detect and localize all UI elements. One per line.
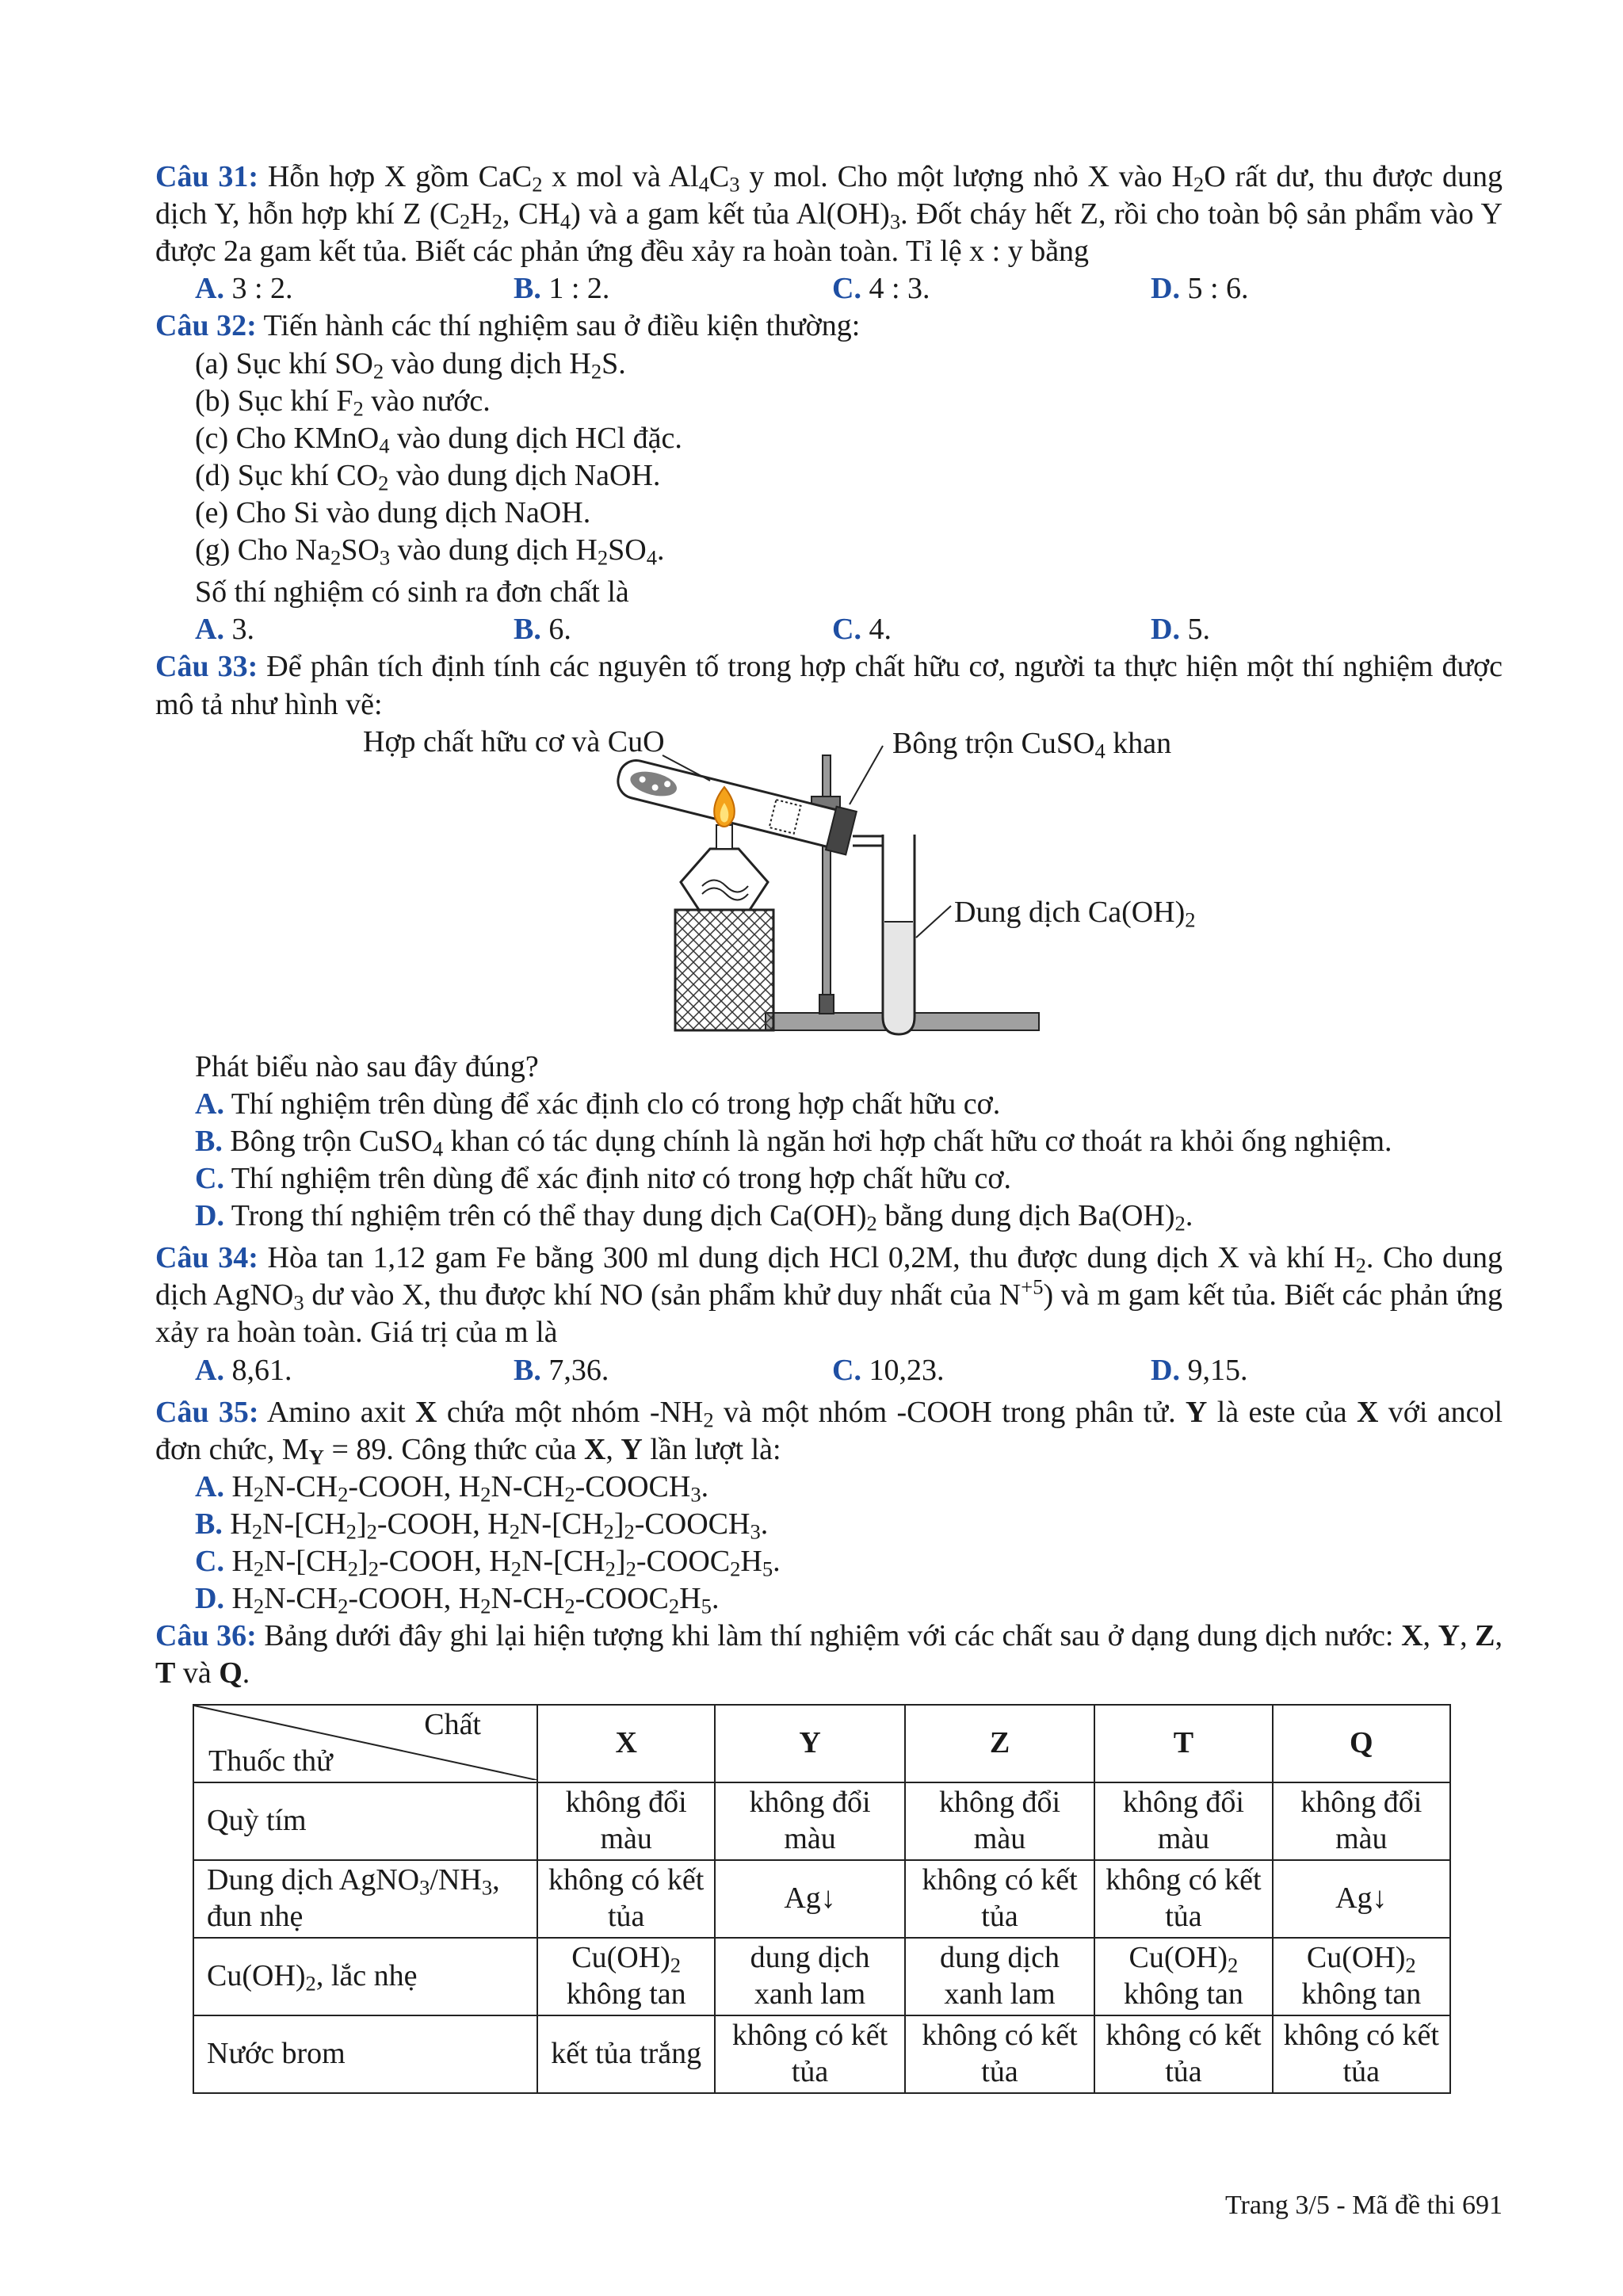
question-32-prompt: Số thí nghiệm có sinh ra đơn chất là [195, 575, 629, 609]
experiment-c: (c) Cho KMnO$_4$ vào dung dịch HCl đặc. [195, 421, 682, 458]
option-d[interactable]: D. 5 : 6. [1151, 272, 1249, 306]
table-cell: không đổi màu [537, 1782, 715, 1860]
option-c[interactable]: C. 4 : 3. [832, 272, 930, 306]
question-31-label: Câu 31: [155, 160, 259, 193]
table-cell: không có kết tủa [1094, 2015, 1272, 2093]
question-34-label: Câu 34: [155, 1241, 258, 1275]
observation-table [193, 1704, 1451, 2094]
option-b[interactable]: B. 6. [514, 613, 571, 647]
label-cotton-cuso4: Bông trộn CuSO$_4$ khan [892, 726, 1172, 763]
experiment-figure [155, 724, 1503, 1049]
question-33-prompt: Phát biểu nào sau đây đúng? [195, 1049, 539, 1083]
table-cell: $Cu(OH)_2$ không tan [1094, 1938, 1272, 2015]
table-cell: không có kết tủa [537, 1860, 715, 1938]
page-footer: Trang 3/5 - Mã đề thi 691 [1224, 2191, 1503, 2220]
table-cell: không có kết tủa [905, 2015, 1094, 2093]
header-diagonal-cell: Chất Thuốc thử [193, 1705, 537, 1782]
table-row [193, 1782, 1450, 1860]
option-b[interactable]: B. $H_2N-[CH_2]_2$-COOH, $H_2N-[CH_2]_2-COOCH_3$. [195, 1507, 769, 1544]
table-cell: không có kết tủa [715, 2015, 904, 2093]
table-cell: $Cu(OH)_2$ không tan [1273, 1938, 1450, 2015]
option-a[interactable]: A. 3. [195, 613, 254, 647]
row-header: Quỳ tím [193, 1782, 537, 1860]
experiment-e: (e) Cho Si vào dung dịch NaOH. [195, 495, 591, 529]
table-cell: Ag↓ [1273, 1860, 1450, 1938]
table-cell: dung dịch xanh lam [905, 1938, 1094, 2015]
table-cell: không đổi màu [1273, 1782, 1450, 1860]
option-a[interactable]: A. $H_2N-CH_2$-COOH, $H_2N-CH_2-COOCH_3$. [195, 1469, 709, 1507]
table-cell: không đổi màu [905, 1782, 1094, 1860]
experiment-b: (b) Sục khí $F_2$ vào nước. [195, 384, 491, 421]
experiment-a: (a) Sục khí $SO_2$ vào dung dịch $H_2S$. [195, 346, 626, 384]
option-d[interactable]: D. $H_2N-CH_2$-COOH, $H_2N-CH_2-COOC_2H_5$. [195, 1582, 720, 1618]
question-32-options [155, 611, 1503, 648]
label-caoh2-solution: Dung dịch $Ca(OH)_2$ [954, 895, 1196, 932]
question-32-label: Câu 32: [155, 309, 257, 343]
table-cell: Ag↓ [715, 1860, 904, 1938]
column-header: Z [905, 1705, 1094, 1782]
option-b[interactable]: B. 7,36. [514, 1353, 609, 1387]
option-c[interactable]: C. $H_2N-[CH_2]_2$-COOH, $H_2N-[CH_2]_2-COOC_2H_5$. [195, 1545, 781, 1581]
experiment-d: (d) Sục khí $CO_2$ vào dung dịch NaOH. [195, 458, 661, 495]
question-33-label: Câu 33: [155, 650, 258, 684]
table-header-row [193, 1705, 1450, 1782]
table-cell: không có kết tủa [1094, 1860, 1272, 1938]
experiment-g: (g) Cho $Na_2SO_3$ vào dung dịch $H_2SO_4$. [195, 533, 665, 570]
table-row [193, 1938, 1450, 2015]
table-row [193, 1860, 1450, 1938]
question-34: Câu 34: Hòa tan 1,12 gam Fe bằng 300 ml dung dịch HCl 0,2M, thu được dung dịch X và khí $H_2$. Cho dung dịch AgNO$_3$ dư vào X, thu được khí NO (sản phẩm khử duy nhất của $N^{+5}$) và m gam kết tủa. Biết các phản ứng xảy ra hoàn toàn. Giá trị của m là [155, 1241, 1503, 1350]
question-35-label: Câu 35: [155, 1395, 259, 1429]
exam-page [155, 159, 1503, 2094]
option-c[interactable]: C. Thí nghiệm trên dùng để xác định nitơ có trong hợp chất hữu cơ. [195, 1161, 1011, 1195]
table-row [193, 2015, 1450, 2093]
apparatus-diagram [155, 724, 1503, 1049]
label-organic-compound: Hợp chất hữu cơ và CuO [363, 724, 665, 758]
option-d[interactable]: D. 9,15. [1151, 1353, 1248, 1387]
question-32: Câu 32: Tiến hành các thí nghiệm sau ở điều kiện thường: [155, 309, 861, 343]
table-cell: không đổi màu [715, 1782, 904, 1860]
table-cell: không đổi màu [1094, 1782, 1272, 1860]
column-header: Y [715, 1705, 904, 1782]
question-31: Câu 31: Hỗn hợp X gồm CaC$_2$ x mol và $Al_4C_3$ y mol. Cho một lượng nhỏ X vào $H_2O$ rất dư, thu được dung dịch Y, hỗn hợp khí Z ($C_2H_2$, $CH_4$) và a gam kết tủa $Al(OH)_3$. Đốt cháy hết Z, rồi cho toàn bộ sản phẩm vào Y được 2a gam kết tủa. Biết các phản ứng đều xảy ra hoàn toàn. Tỉ lệ x : y bằng [155, 160, 1503, 269]
question-35: Câu 35: Amino axit X chứa một nhóm $-NH_2$ và một nhóm -COOH trong phân tử. Y là este của X với ancol đơn chức, $M_Y = 89$. Công thức của X, Y lần lượt là: [155, 1395, 1503, 1469]
option-a[interactable]: A. 8,61. [195, 1353, 292, 1387]
option-a[interactable]: A. 3 : 2. [195, 272, 293, 306]
column-header: T [1094, 1705, 1272, 1782]
option-d[interactable]: D. Trong thí nghiệm trên có thể thay dung dịch $Ca(OH)_2$ bằng dung dịch $Ba(OH)_2$. [195, 1199, 1193, 1236]
option-a[interactable]: A. Thí nghiệm trên dùng để xác định clo có trong hợp chất hữu cơ. [195, 1087, 1001, 1121]
table-cell: dung dịch xanh lam [715, 1938, 904, 2015]
question-31-options [155, 270, 1503, 308]
column-header: X [537, 1705, 715, 1782]
option-d[interactable]: D. 5. [1151, 613, 1210, 647]
question-34-options [155, 1352, 1503, 1389]
row-header: Dung dịch $AgNO_3/NH_3$, đun nhẹ [193, 1860, 537, 1938]
question-36-label: Câu 36: [155, 1619, 257, 1653]
option-c[interactable]: C. 4. [832, 613, 892, 647]
option-b[interactable]: B. Bông trộn CuSO$_4$ khan có tác dụng chính là ngăn hơi hợp chất hữu cơ thoát ra khỏi ống nghiệm. [195, 1124, 1392, 1161]
question-33: Câu 33: Để phân tích định tính các nguyên tố trong hợp chất hữu cơ, người ta thực hiện một thí nghiệm được mô tả như hình vẽ: [155, 650, 1503, 721]
question-36: Câu 36: Bảng dưới đây ghi lại hiện tượng khi làm thí nghiệm với các chất sau ở dạng dung dịch nước: X, Y, Z, T và Q. [155, 1619, 1503, 1690]
option-c[interactable]: C. 10,23. [832, 1353, 945, 1387]
row-header: Nước brom [193, 2015, 537, 2093]
table-cell: không có kết tủa [905, 1860, 1094, 1938]
table-cell: kết tủa trắng [537, 2015, 715, 2093]
row-header: $Cu(OH)_2$, lắc nhẹ [193, 1938, 537, 2015]
table-cell: không có kết tủa [1273, 2015, 1450, 2093]
table-cell: $Cu(OH)_2$ không tan [537, 1938, 715, 2015]
option-b[interactable]: B. 1 : 2. [514, 272, 610, 306]
column-header: Q [1273, 1705, 1450, 1782]
